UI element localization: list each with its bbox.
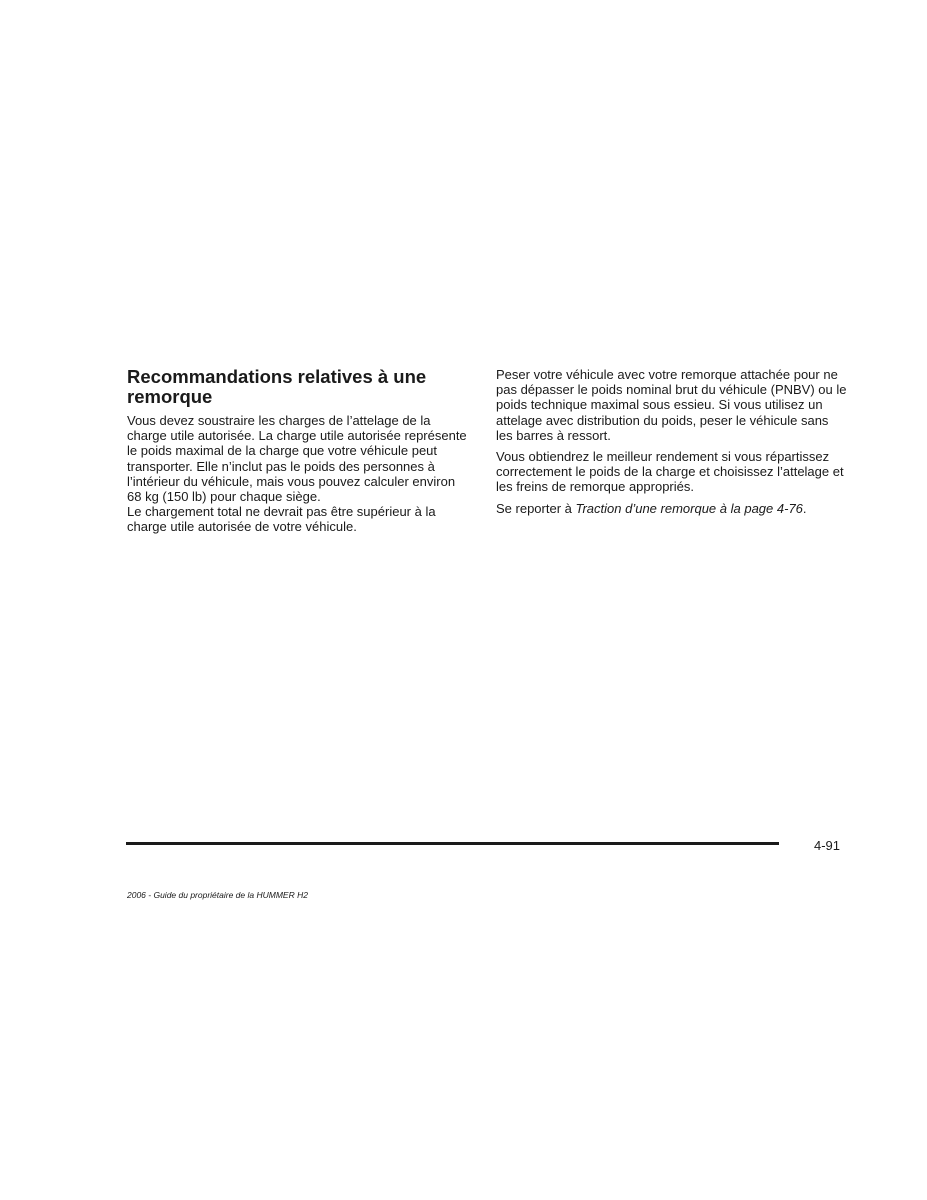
cross-reference-suffix: . [802,500,807,516]
left-paragraph-2: Le chargement total ne devrait pas être supérieur à la charge utile autorisée de votre véhicule. [127,504,436,535]
cross-reference-link[interactable]: Traction d’une remorque à la page 4-76 [575,500,803,516]
footer-note: 2006 - Guide du propriétaire de la HUMMER H2 [127,890,308,900]
footer-rule [126,842,779,845]
cross-reference [496,501,848,516]
left-paragraph-1: Vous devez soustraire les charges de l’attelage de la charge utile autorisée. La charge utile autorisée représente le poids maximal de la charge que votre véhicule peut transporter. Elle n’inclut pas le poids des personnes à l’intérieur du véhicule, mais vous pouvez calculer environ 68 kg (150 lb) pour chaque siège. [127,413,467,505]
right-column [496,367,848,516]
page-number: 4-91 [814,838,841,853]
right-paragraph-2: Vous obtiendrez le meilleur rendement si vous répartissez correctement le poids de la charge et choisissez l’attelage et les freins de remorque appropriés. [496,449,844,495]
left-column [127,367,467,535]
right-paragraph-1: Peser votre véhicule avec votre remorque attachée pour ne pas dépasser le poids nominal brut du véhicule (PNBV) ou le poids technique maximal sous essieu. Si vous utilisez un attelage avec distribution du poids, peser le véhicule sans les barres à ressort. [496,367,847,443]
cross-reference-prefix: Se reporter à [496,500,576,516]
section-title: Recommandations relatives à une remorque [127,366,427,407]
